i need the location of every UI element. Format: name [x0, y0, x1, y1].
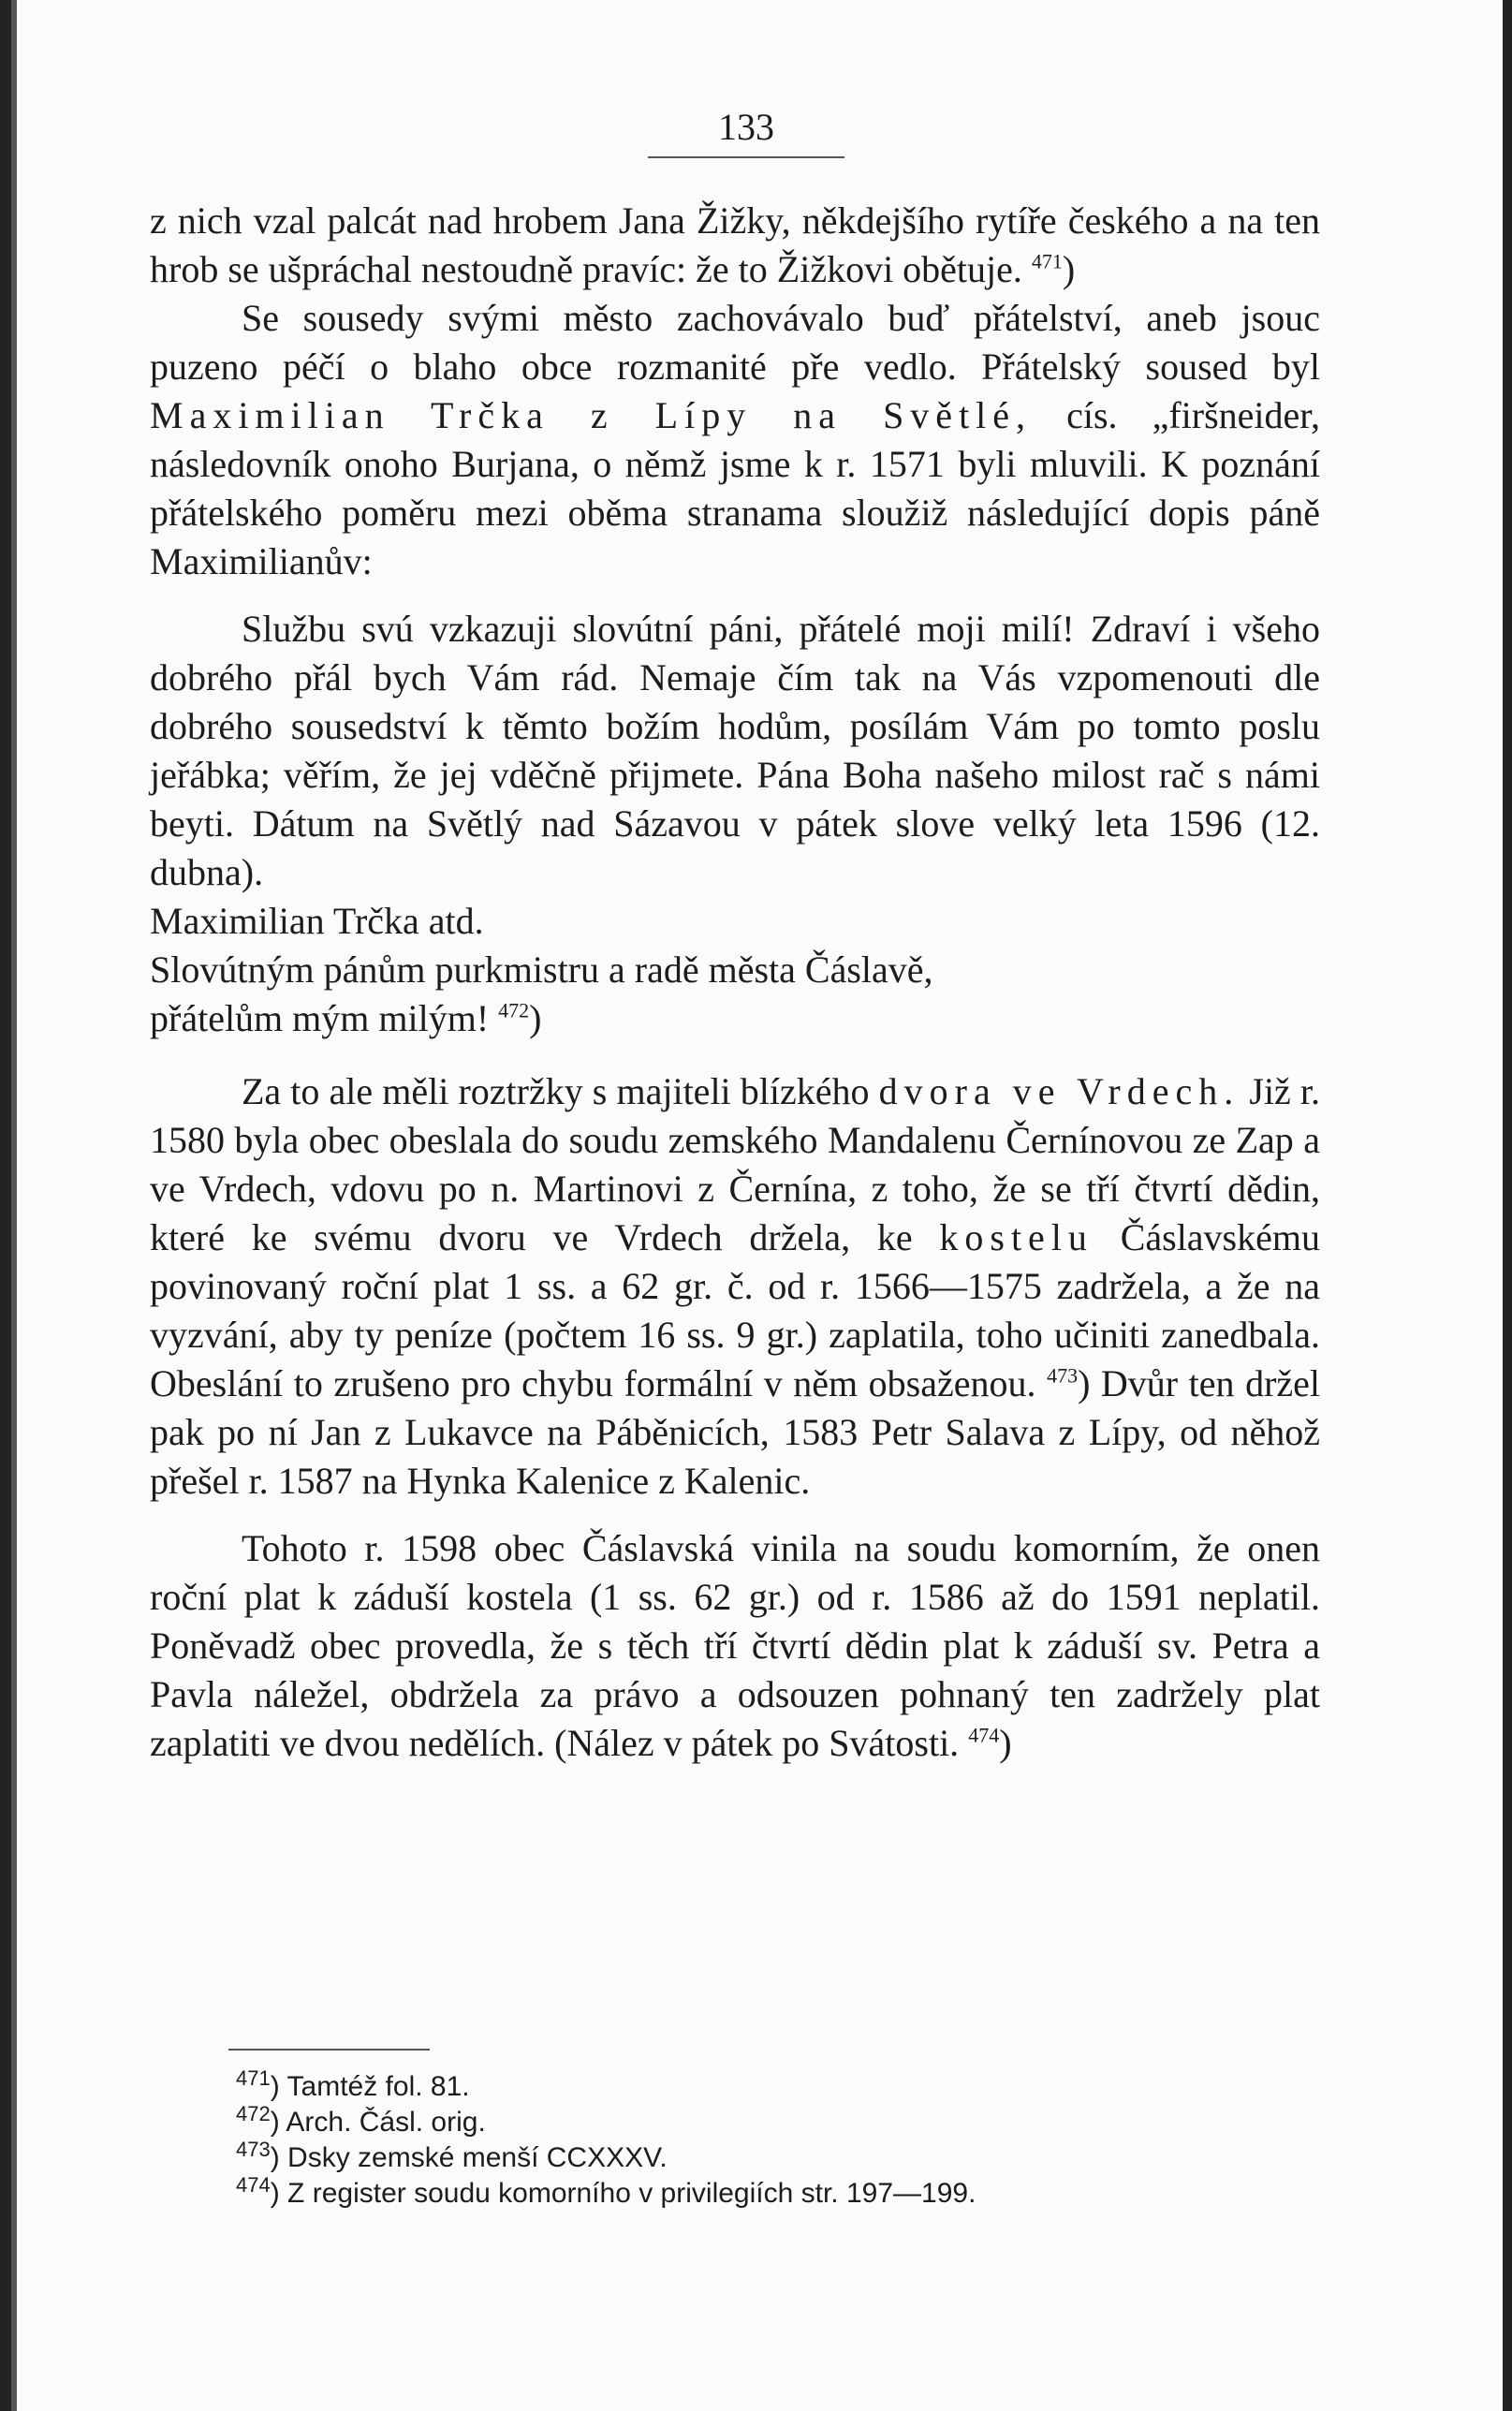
paragraph-2-text-a: Se sousedy svými město zachovávalo buď přátelství, aneb jsouc puzeno péčí o blaho obce rozmanité pře vedlo. Přátelský soused byl [150, 297, 1320, 388]
paragraph-4-text: Tohoto r. 1598 obec Čáslavská vinila na soudu komorním, že onen roční plat k záduší kostela (1 ss. 62 gr.) od r. 1586 až do 1591 neplatil. Poněvadž obec provedla, že s těch tří čtvrtí dědin plat k záduší sv. Petra a Pavla náležel, obdržela za právo a odsouzen pohnaný ten zadržely plat zaplatiti ve dvou nedělích. (Nález v pátek po Svátosti. [150, 1527, 1320, 1764]
footnote-ref-474[interactable]: 474 [968, 1723, 1000, 1747]
footnote-number: 471 [236, 2066, 271, 2090]
footnote-number: 472 [236, 2102, 271, 2125]
paragraph-3-text-a: Za to ale měli roztržky s majiteli blízkého [242, 1070, 870, 1112]
paragraph-3-text-c: Čáslavskému povinovaný roční plat 1 ss. a 62 gr. č. od r. 1566—1575 zadržela, a že na vyzvání, aby ty peníze (počtem 16 ss. 9 gr.) zaplatila, toho učiniti zanedbala. Obeslání to zrušeno pro chybu formální v něm obsaženou. [150, 1216, 1320, 1404]
letter-address-line-2: přátelům mým milým! $^{472}$) [150, 997, 542, 1039]
footnote-number: 473 [236, 2138, 271, 2161]
paragraph-4: Tohoto r. 1598 obec Čáslavská vinila na soudu komorním, že onen roční plat k záduší kostela (1 ss. 62 gr.) od r. 1586 až do 1591 neplatil. Poněvadž obec provedla, že s těch tří čtvrtí dědin plat k záduší sv. Petra a Pavla náležel, obdržela za právo a odsouzen pohnaný ten zadržely plat zaplatiti ve dvou nedělích. (Nález v pátek po Svátosti. $^{474}$) [150, 1527, 1320, 1764]
letter-address-text: přátelům mým milým! [150, 997, 490, 1039]
paragraph-3: Za to ale měli roztržky s majiteli blízkého dvora ve Vrdech. Již r. 1580 byla obec obeslala do soudu zemského Mandalenu Černínovou ze Zap a ve Vrdech, vdovu po n. Martinovi z Černína, z toho, že se tří čtvrtí dědin, které ke svému dvoru ve Vrdech držela, ke kostelu Čáslavskému povinovaný roční plat 1 ss. a 62 gr. č. od r. 1566—1575 zadržela, a že na vyzvání, aby ty peníze (počtem 16 ss. 9 gr.) zaplatila, toho učiniti zanedbala. Obeslání to zrušeno pro chybu formální v něm obsaženou. $^{473}$) Dvůr ten držel pak po ní Jan z Lukavce na Páběnicích, 1583 Petr Salava z Lípy, od něhož přešel r. 1587 na Hynka Kalenice z Kalenic. [150, 1070, 1321, 1502]
letter-signature: Maximilian Trčka atd. [150, 900, 484, 942]
footnote-divider [228, 2049, 430, 2051]
paragraph-1: z nich vzal palcát nad hrobem Jana Žižky, někdejšího rytíře českého a na ten hrob se ušpráchal nestoudně pravíc: že to Žižkovi obětuje. $^{471}$) [150, 199, 1320, 290]
footnote-ref-473[interactable]: 473 [1047, 1363, 1079, 1388]
footnote-472: $^{472}$) Arch. Čásl. orig. [236, 2102, 486, 2138]
place-name-spaced: dvora ve Vrdech. [878, 1070, 1240, 1112]
paragraph-3-text-b: Již r. 1580 byla obec obeslala do soudu zemského Mandalenu Černínovou ze Zap a ve Vrdech, vdovu po n. Martinovi z Černína, z toho, že se tří čtvrtí dědin, které ke svému dvoru ve Vrdech držela, ke [150, 1070, 1321, 1258]
footnote-474: $^{474}$) Z register soudu komorního v privilegiích str. 197—199. [236, 2173, 976, 2209]
footnote-text: Dsky zemské menší CCXXXV. [287, 2142, 668, 2173]
footnote-text: Tamtéž fol. 81. [286, 2071, 470, 2102]
footnote-471: $^{471}$) Tamtéž fol. 81. [236, 2066, 470, 2102]
body-text [150, 197, 1320, 1768]
footnote-text: Z register soudu komorního v privilegiích str. 197—199. [287, 2178, 976, 2209]
footnote-ref-471[interactable]: 471 [1031, 249, 1063, 273]
page-number: 133 [648, 105, 844, 158]
footnote-number: 474 [236, 2173, 271, 2197]
paragraph-2-text-b: cís. „firšneider, následovník onoho Burjana, o němž jsme k r. 1571 byli mluvili. K poznání přátelského poměru mezi oběma stranama sloužiž následující dopis páně Maximilianův: [150, 394, 1320, 582]
paragraph-2 [150, 294, 1320, 586]
paragraph-1-text: z nich vzal palcát nad hrobem Jana Žižky, někdejšího rytíře českého a na ten hrob se ušpráchal nestoudně pravíc: že to Žižkovi obětuje. [150, 199, 1320, 290]
footnote-473: $^{473}$) Dsky zemské menší CCXXXV. [236, 2138, 668, 2173]
book-spine-edge [11, 0, 17, 2411]
paragraph-3-text-d: Dvůr ten držel pak po ní Jan z Lukavce na Páběnicích, 1583 Petr Salava z Lípy, od něhož přešel r. 1587 na Hynka Kalenice z Kalenic. [150, 1362, 1321, 1502]
footnote-ref-472[interactable]: 472 [498, 998, 530, 1022]
letter-text: Službu svú vzkazuji slovútní páni, přátelé moji milí! Zdraví i všeho dobrého přál bych Vám rád. Nemaje čím tak na Vás vzpomenouti dle dobrého sousedství k těmto božím hodům, posílám Vám po tomto poslu jeřábka; věřím, že jej vděčně přijmete. Pána Boha našeho milost rač s námi beyti. Dátum na Světlý nad Sázavou v pátek slove velký leta 1596 (12. dubna). [150, 608, 1320, 893]
church-word-spaced: kostelu [939, 1216, 1094, 1258]
person-name-spaced: Maximilian Trčka z Lípy na Světlé, [150, 394, 1033, 436]
letter-address-line-1: Slovútným pánům purkmistru a radě města Čáslavě, [150, 948, 933, 991]
footnotes [236, 2066, 1266, 2212]
footnote-text: Arch. Čásl. orig. [286, 2107, 486, 2138]
